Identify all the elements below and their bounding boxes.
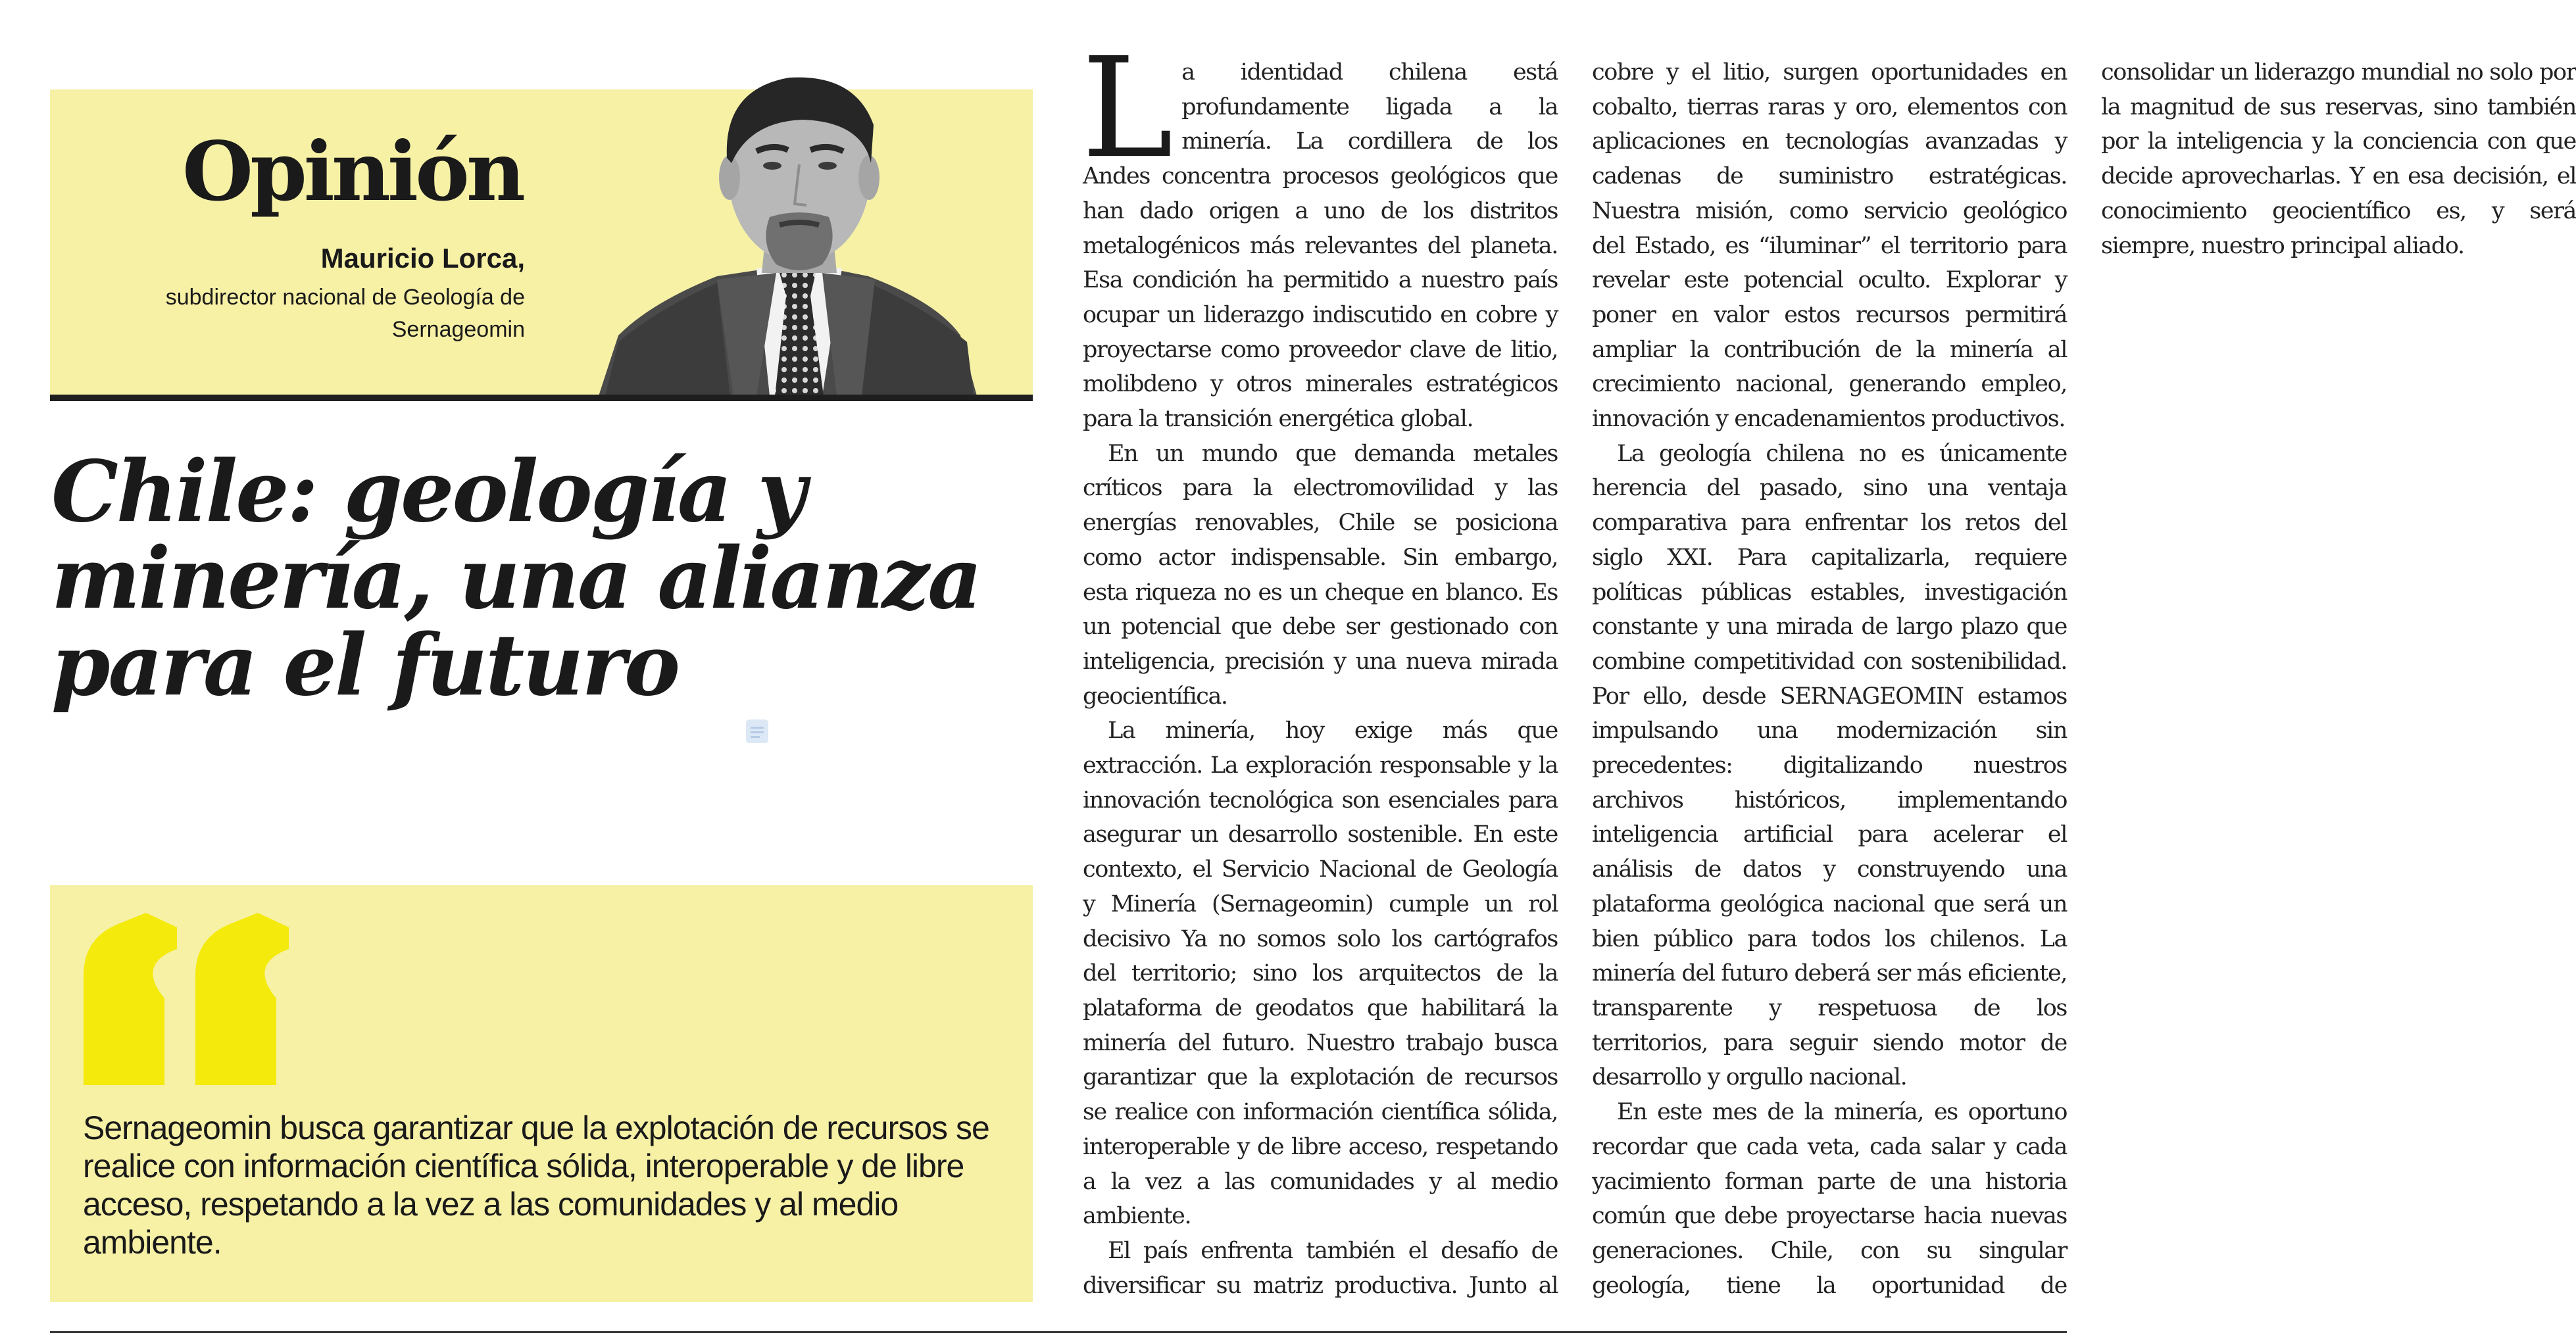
drop-cap: L xyxy=(1081,28,1173,189)
article-body xyxy=(1081,28,2576,1311)
author-name: Mauricio Lorca, xyxy=(320,243,525,274)
pull-quote: Sernageomin busca garantizar que la explotación de recursos se realice con información científica sólida, interoperable y de libre acceso, respetando a la vez a las comunidades y al medio ambiente. xyxy=(83,1109,989,1261)
author-role: subdirector nacional de Geología de Sernageomin xyxy=(165,285,525,342)
article-lead-text: a identidad chilena está profundamente ligada a la minería. La cordillera de los Andes concentra procesos geológicos que han dado origen a uno de los distritos metalogénicos más relevantes del planeta. Esa condición ha permitido a nuestro país ocupar un liderazgo indiscutido en cobre y proyectarse como proveedor clave de litio, molibdeno y otros minerales estratégicos para la transición energética global. xyxy=(1083,59,1558,433)
author-portrait xyxy=(579,59,987,396)
article-paragraph: La minería, hoy exige más que extracción. La exploración responsable y la innovación tecnológica son esenciales para asegurar un desarrollo sostenible. En este contexto, el Servicio Nacional de Geología y Minería (Sernageomin) cumple un rol decisivo Ya no somos solo los cartógrafos del territorio; sino los arquitectos de la plataforma de geodatos que habilitará la minería del futuro. Nuestro trabajo busca garantizar que la explotación de recursos se realice con información científica sólida, interoperable y de libre acceso, respetando a la vez a las comunidades y al medio ambiente. xyxy=(1083,718,1558,1230)
article-paragraph: En un mundo que demanda metales críticos para la electromovilidad y las energías renovables, Chile se posiciona como actor indispensable. Sin embargo, esta riqueza no es un cheque en blanco. Es un potencial que debe ser gestionado con inteligencia, precisión y una nueva mirada geocientífica. xyxy=(1083,440,1558,710)
article-paragraph: En este mes de la minería, es oportuno recordar que cada veta, cada salar y cada yacimiento forman parte de una historia común que debe proyectarse hacia nuevas generaciones. Chile, con su singular geología, tiene la oportunidad de consolidar un liderazgo mundial no solo por la magnitud de sus reservas, sino también por la inteligencia y la conciencia con que decide aprovecharlas. Y en esa decisión, el conocimiento geocientífico es, y será siempre, nuestro principal aliado. xyxy=(1592,59,2576,1299)
article-paragraph xyxy=(1081,28,1558,437)
headline: Chile: geología y minería, una alianza para el futuro xyxy=(51,443,981,715)
page-bottom-rule xyxy=(50,1331,2067,1333)
quote-marks-icon xyxy=(80,913,297,1085)
document-icon xyxy=(745,718,770,744)
section-title: Opinión xyxy=(182,124,522,220)
header-divider xyxy=(50,395,1033,401)
article-paragraph: El país enfrenta también el desafío de diversificar su matriz productiva. Junto al cobre y el litio, surgen oportunidades en cobalto, tierras raras y oro, elementos con aplicaciones en tecnologías avanzadas y cadenas de suministro estratégicas. Nuestra misión, como servicio geológico del Estado, es “iluminar” el territorio para revelar este potencial oculto. Explorar y poner en valor estos recursos permitirá ampliar la contribución de la minería al crecimiento nacional, generando empleo, innovación y encadenamientos productivos. xyxy=(1083,59,2067,1299)
article-paragraph: La geología chilena no es únicamente herencia del pasado, sino una ventaja comparativa para enfrentar los retos del siglo XXI. Para capitalizarla, requiere políticas públicas estables, investigación constante y una mirada de largo plazo que combine competitividad con sostenibilidad. Por ello, desde SERNAGEOMIN estamos impulsando una modernización sin precedentes: digitalizando nuestros archivos históricos, implementando inteligencia artificial para acelerar el análisis de datos y construyendo una plataforma geológica nacional que será un bien público para todos los chilenos. La minería del futuro deberá ser más eficiente, transparente y respetuosa de los territorios, para seguir siendo motor de desarrollo y orgullo nacional. xyxy=(1592,440,2067,1091)
